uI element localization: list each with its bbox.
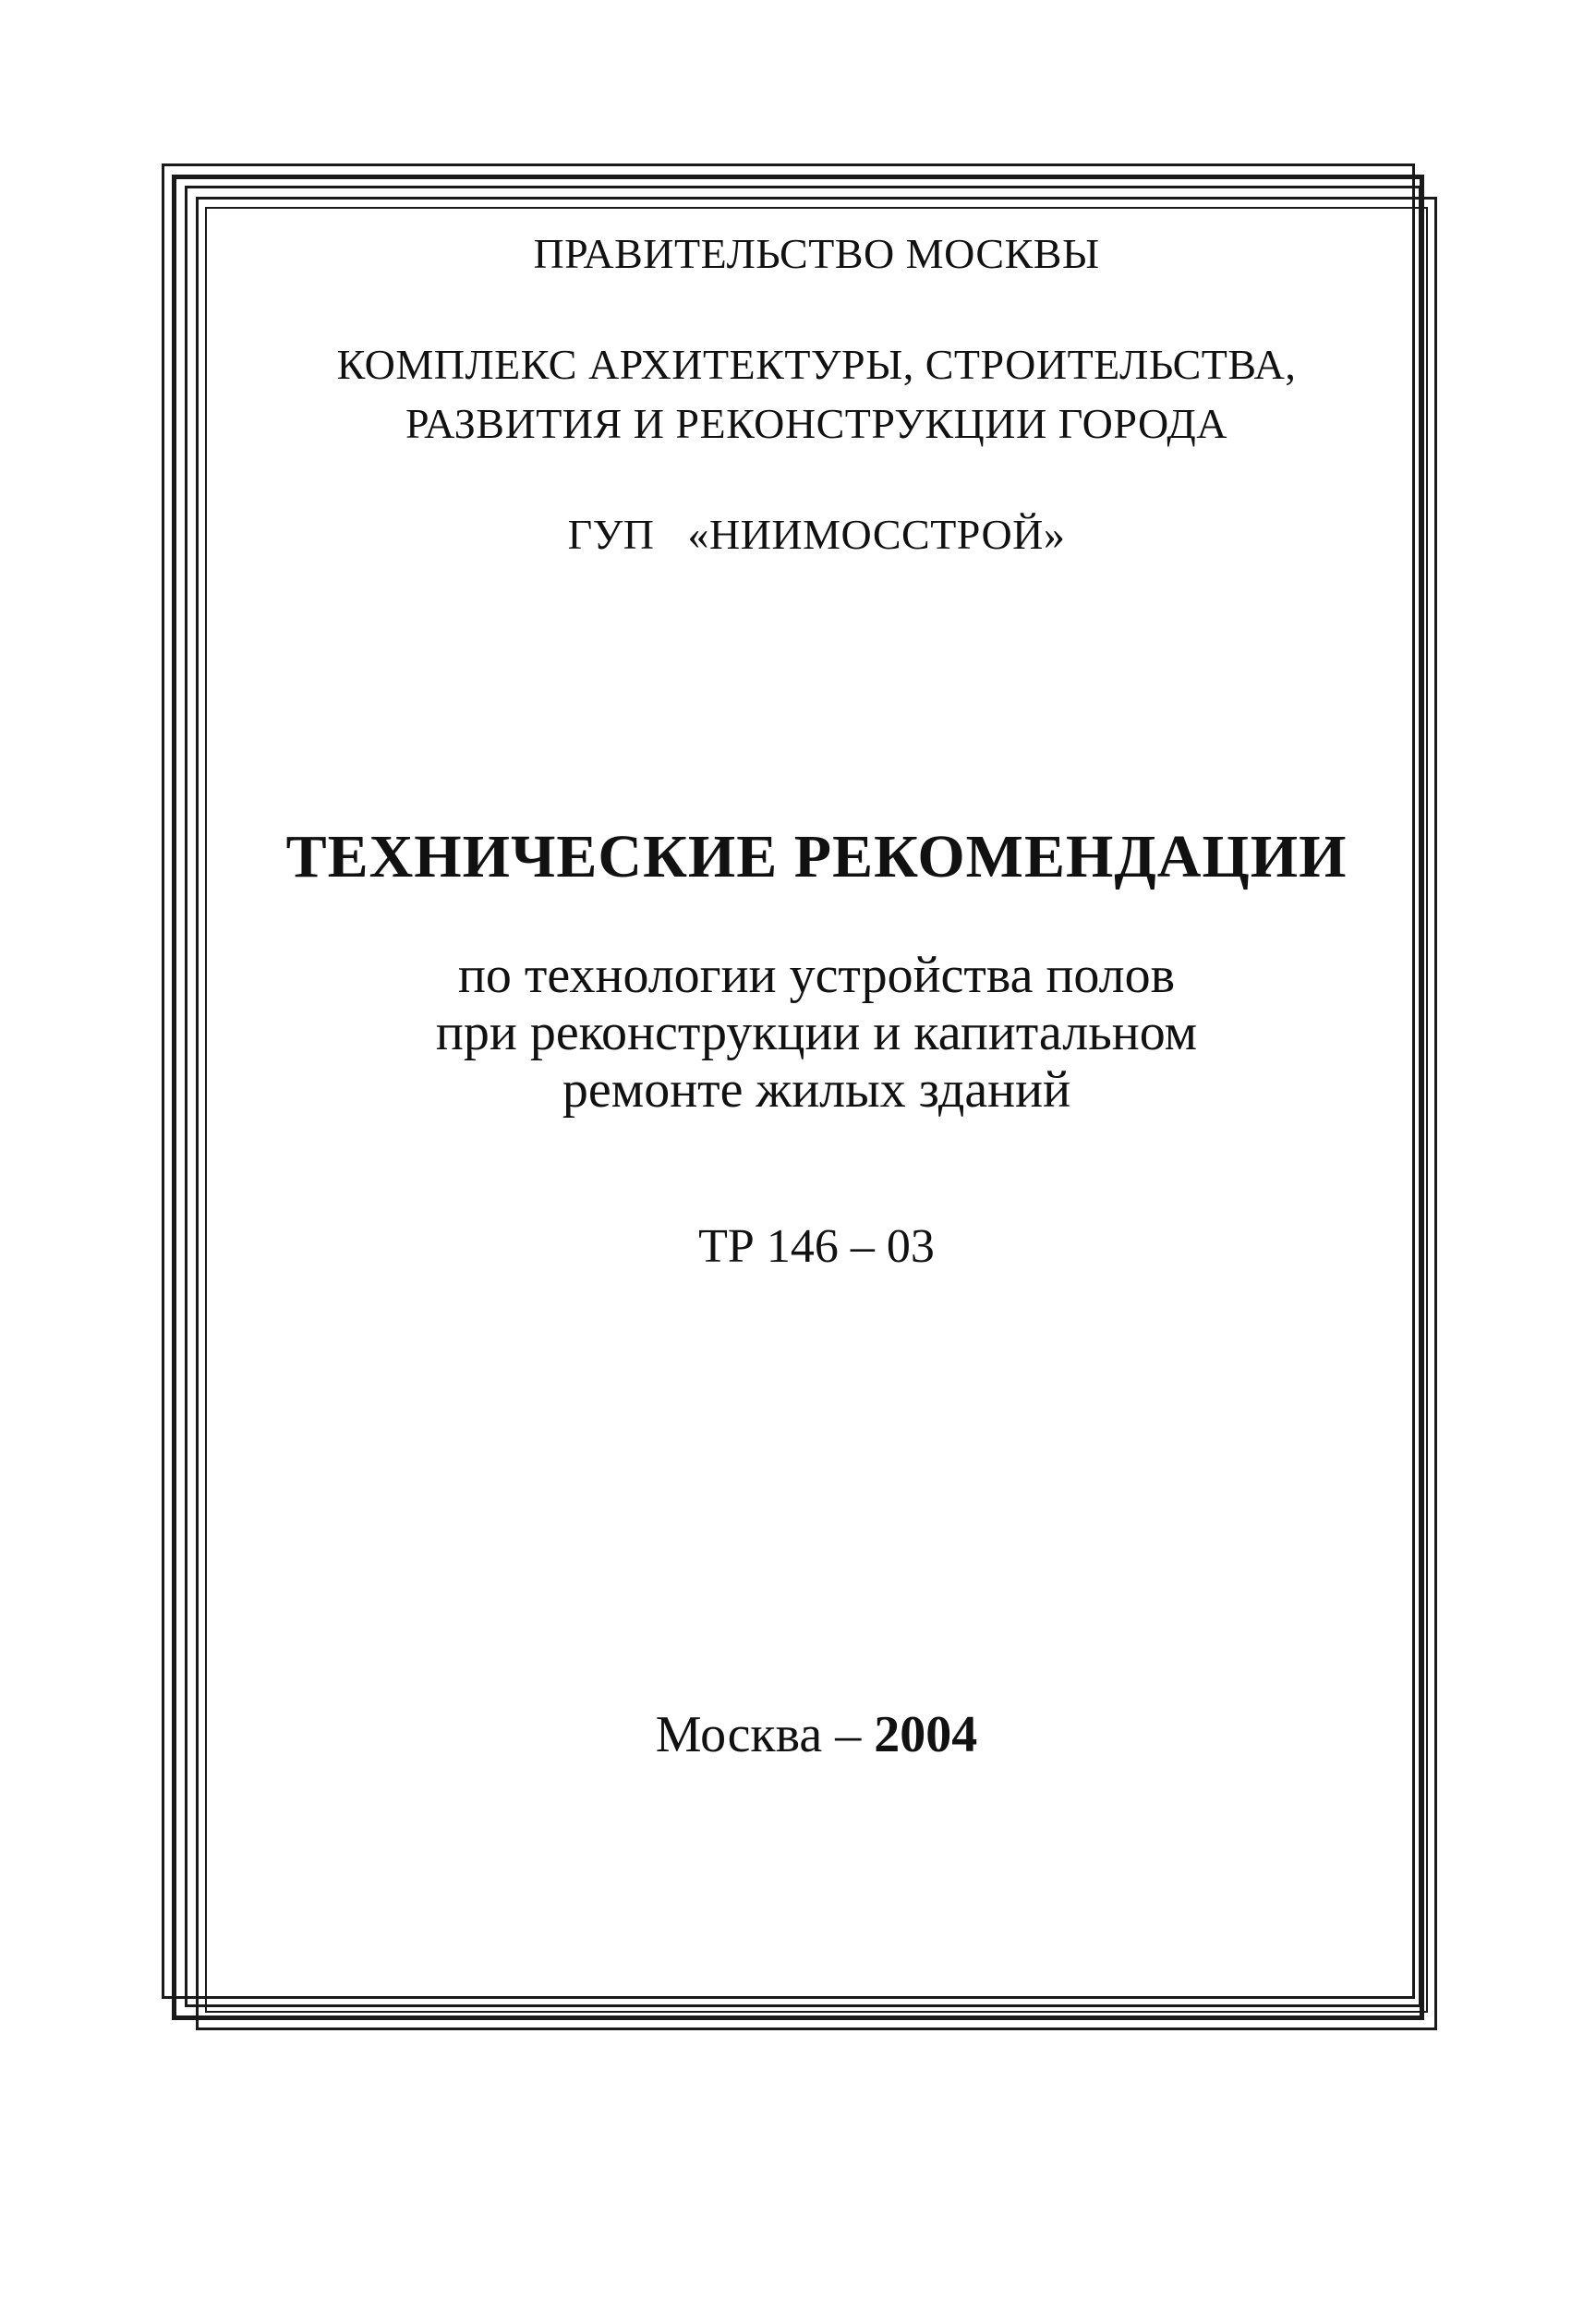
imprint-city: Москва – (655, 1706, 862, 1763)
document-subtitle-line3: ремонте жилых зданий (562, 1061, 1071, 1119)
institute-name: ГУП «НИИМОССТРОЙ» (567, 511, 1066, 558)
imprint-year: 2004 (874, 1706, 978, 1763)
document-title: ТЕХНИЧЕСКИЕ РЕКОМЕНДАЦИИ (285, 823, 1348, 890)
document-subtitle-line1: по технологии устройства полов (457, 947, 1176, 1004)
document-code: ТР 146 – 03 (698, 1220, 935, 1273)
government-name: ПРАВИТЕЛЬСТВО МОСКВЫ (533, 230, 1100, 277)
imprint (205, 1705, 1428, 1764)
document-subtitle-line2: при реконструкции и капитальном (435, 1004, 1198, 1061)
complex-name-line1: КОМПЛЕКС АРХИТЕКТУРЫ, СТРОИТЕЛЬСТВА, (336, 341, 1297, 388)
complex-name-line2: РАЗВИТИЯ И РЕКОНСТРУКЦИИ ГОРОДА (405, 400, 1228, 447)
